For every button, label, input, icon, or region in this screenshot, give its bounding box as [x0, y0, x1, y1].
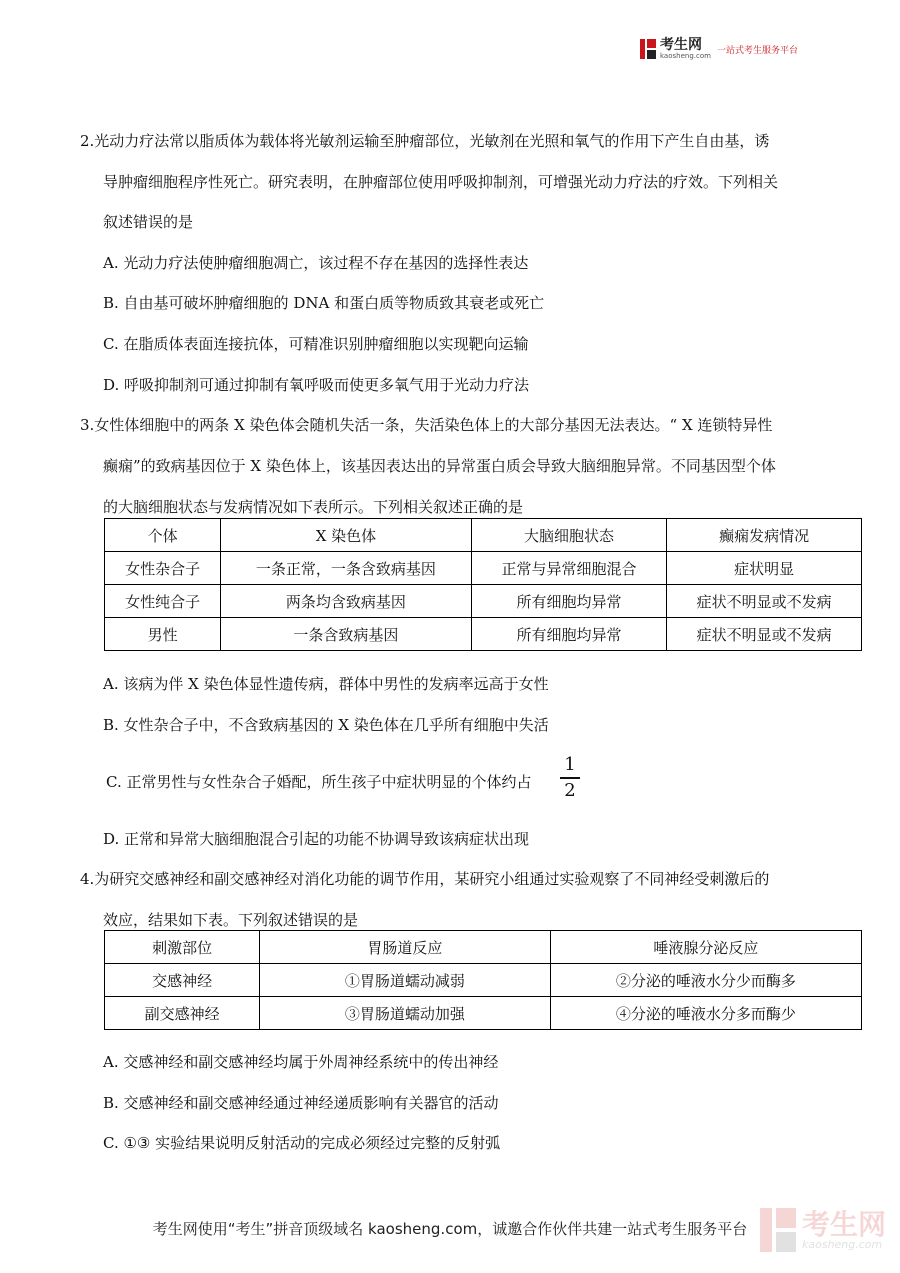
table-cell: 一条正常，一条含致病基因	[221, 552, 471, 585]
watermark-name: 考生网	[802, 1207, 887, 1241]
q2-stem-line-3: 叙述错误的是	[103, 213, 194, 231]
table-cell: 所有细胞均异常	[471, 618, 667, 651]
table-cell: 症状不明显或不发病	[667, 585, 862, 618]
table-cell: 两条均含致病基因	[221, 585, 471, 618]
table-header-cell: 刺激部位	[105, 931, 260, 964]
table-cell: 男性	[105, 618, 221, 651]
table-header-cell: X 染色体	[221, 519, 471, 552]
table-cell: ②分泌的唾液水分少而酶多	[550, 964, 861, 997]
table-header-cell: 胃肠道反应	[260, 931, 550, 964]
fraction-numerator: 1	[564, 754, 576, 775]
table-cell: 交感神经	[105, 964, 260, 997]
q2-option-b: B. 自由基可破坏肿瘤细胞的 DNA 和蛋白质等物质致其衰老或死亡	[103, 294, 545, 312]
logo-icon	[640, 39, 656, 59]
q3-stem-line-1: 3.女性体细胞中的两条 X 染色体会随机失活一条，失活染色体上的大部分基因无法表达。“ X 连锁特异性	[80, 416, 773, 434]
table-cell: 正常与异常细胞混合	[471, 552, 667, 585]
table-header-cell: 个体	[105, 519, 221, 552]
q2-option-c: C. 在脂质体表面连接抗体，可精准识别肿瘤细胞以实现靶向运输	[103, 335, 529, 353]
table-header-cell: 唾液腺分泌反应	[550, 931, 861, 964]
q3-option-a: A. 该病为伴 X 染色体显性遗传病，群体中男性的发病率远高于女性	[103, 675, 549, 693]
q4-option-a: A. 交感神经和副交感神经均属于外周神经系统中的传出神经	[103, 1053, 499, 1071]
table-header-cell: 大脑细胞状态	[471, 519, 667, 552]
table-cell: ④分泌的唾液水分多而酶少	[550, 997, 861, 1030]
logo-domain: kaosheng.com	[660, 52, 711, 60]
table-cell: 一条含致病基因	[221, 618, 471, 651]
q4-stem-line-1: 4.为研究交感神经和副交感神经对消化功能的调节作用，某研究小组通过实验观察了不同神经受刺激后的	[80, 870, 770, 888]
table-row	[105, 552, 862, 585]
table-cell: 女性纯合子	[105, 585, 221, 618]
fraction-bar	[560, 777, 580, 779]
q4-option-c: C. ①③ 实验结果说明反射活动的完成必须经过完整的反射弧	[103, 1134, 501, 1152]
table-cell: 症状明显	[667, 552, 862, 585]
fraction-denominator: 2	[564, 779, 576, 801]
table-row	[105, 997, 862, 1030]
site-logo	[640, 36, 798, 62]
table-cell: ①胃肠道蠕动减弱	[260, 964, 550, 997]
watermark-icon	[760, 1208, 796, 1252]
q4-stem-line-2: 效应，结果如下表。下列叙述错误的是	[103, 911, 359, 929]
fraction-one-half	[560, 754, 580, 802]
table-cell: 症状不明显或不发病	[667, 618, 862, 651]
table-cell: ③胃肠道蠕动加强	[260, 997, 550, 1030]
table-row	[105, 618, 862, 651]
table-row	[105, 964, 862, 997]
q3-option-c: C. 正常男性与女性杂合子婚配，所生孩子中症状明显的个体约占	[106, 773, 532, 791]
q3-option-b: B. 女性杂合子中，不含致病基因的 X 染色体在几乎所有细胞中失活	[103, 716, 549, 734]
table-header-row	[105, 931, 862, 964]
q2-stem-line-1: 2.光动力疗法常以脂质体为载体将光敏剂运输至肿瘤部位，光敏剂在光照和氧气的作用下产生自由基，诱	[80, 132, 770, 150]
q2-stem-line-2: 导肿瘤细胞程序性死亡。研究表明，在肿瘤部位使用呼吸抑制剂，可增强光动力疗法的疗效。下列相关	[103, 173, 779, 191]
table-header-row	[105, 519, 862, 552]
table-cell: 所有细胞均异常	[471, 585, 667, 618]
watermark-domain: kaosheng.com	[802, 1237, 883, 1251]
q2-option-d: D. 呼吸抑制剂可通过抑制有氧呼吸而使更多氧气用于光动力疗法	[103, 376, 530, 394]
q3-stem-line-2: 癫痫”的致病基因位于 X 染色体上，该基因表达出的异常蛋白质会导致大脑细胞异常。不同基因型个体	[103, 457, 776, 475]
q3-table	[104, 518, 862, 651]
table-cell: 副交感神经	[105, 997, 260, 1030]
table-row	[105, 585, 862, 618]
q4-table	[104, 930, 862, 1030]
q2-option-a: A. 光动力疗法使肿瘤细胞凋亡，该过程不存在基因的选择性表达	[103, 254, 529, 272]
watermark-logo	[760, 1200, 890, 1260]
logo-slogan: 一站式考生服务平台	[716, 45, 798, 56]
page-footer: 考生网使用“考生”拼音顶级域名 kaosheng.com，诚邀合作伙伴共建一站式考生服务平台	[152, 1220, 748, 1238]
logo-name: 考生网	[660, 37, 702, 53]
q3-option-d: D. 正常和异常大脑细胞混合引起的功能不协调导致该病症状出现	[103, 830, 530, 848]
q4-option-b: B. 交感神经和副交感神经通过神经递质影响有关器官的活动	[103, 1094, 499, 1112]
table-cell: 女性杂合子	[105, 552, 221, 585]
q3-stem-line-3: 的大脑细胞状态与发病情况如下表所示。下列相关叙述正确的是	[103, 498, 524, 516]
table-header-cell: 癫痫发病情况	[667, 519, 862, 552]
